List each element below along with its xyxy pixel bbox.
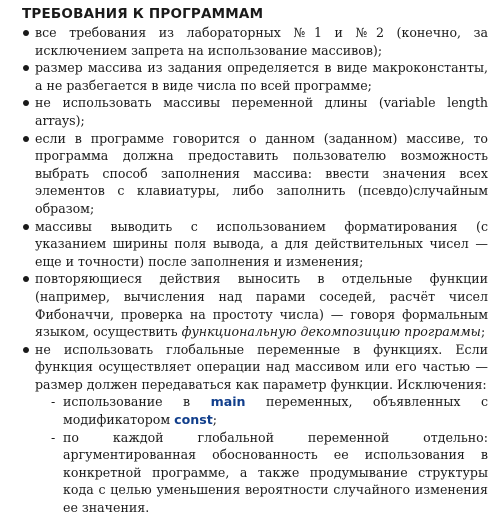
list-item-text: ; — [480, 324, 486, 340]
list-item-text: переменных, объявленных с модификатором — [63, 394, 489, 428]
list-item-text: повторяющиеся действия выносить в отдельные функции (например, вычисления над парами соседей, расчёт чисел Фибоначчи, проверка на простоту числа) — говоря формальным языком, осуществить — [35, 271, 488, 340]
list-item — [22, 94, 488, 129]
requirements-list — [22, 24, 488, 517]
sub-list-item — [51, 393, 488, 428]
exceptions-list — [35, 393, 488, 516]
list-item-text: если в программе говорится о данном (заданном) массиве, то программа должна предоставить пользователю возможность выбрать способ заполнения массива: ввести значения всех элементов с клавиатуры, либо заполнить (псевдо)случайным образом; — [35, 130, 488, 216]
list-item-text: размер массива из задания определяется в виде макроконстанты, а не разбегается в виде числа по всей программе; — [35, 60, 488, 93]
list-item — [22, 218, 488, 271]
sub-list-item — [51, 429, 488, 517]
list-item-text: использование в — [63, 394, 211, 410]
list-item-text: не использовать глобальные переменные в функциях. Если функция осуществляет операции над массивом или его частью — размер должен передаваться как параметр функции. Исключения: — [35, 341, 488, 392]
list-item-text: все требования из лабораторных №1 и №2 (конечно, за исключением запрета на использование массивов); — [35, 25, 488, 58]
list-item-text: не использовать массивы переменной длины (variable length arrays); — [35, 95, 488, 128]
bullet-icon — [23, 224, 29, 230]
list-item-text: ; — [212, 412, 218, 428]
italic-term: функциональную декомпозицию программы — [181, 324, 481, 340]
bullet-icon — [23, 30, 29, 36]
keyword-main: main — [210, 394, 246, 410]
list-item — [22, 59, 488, 94]
list-item — [22, 270, 488, 340]
list-item — [22, 24, 488, 59]
list-item — [22, 341, 488, 517]
list-item — [22, 130, 488, 218]
section-title: ТРЕБОВАНИЯ К ПРОГРАММАМ — [22, 6, 264, 22]
bullet-icon — [23, 276, 29, 282]
list-item-text: массивы выводить с использованием форматирования (с указанием ширины поля вывода, а для действительных чисел — еще и точности) после заполнения и изменения; — [35, 218, 488, 269]
bullet-icon — [23, 136, 29, 142]
keyword-const: const — [174, 412, 213, 428]
bullet-icon — [23, 347, 29, 353]
bullet-icon — [23, 65, 29, 71]
list-item-text: по каждой глобальной переменной отдельно: аргументированная обоснованность ее использования в конкретной программе, а также продумывание структуры кода с целью уменьшения вероятности случайного изменения ее значения. — [63, 429, 488, 516]
dash-icon: - — [51, 429, 56, 445]
dash-icon: - — [51, 394, 56, 410]
bullet-icon — [23, 100, 29, 106]
